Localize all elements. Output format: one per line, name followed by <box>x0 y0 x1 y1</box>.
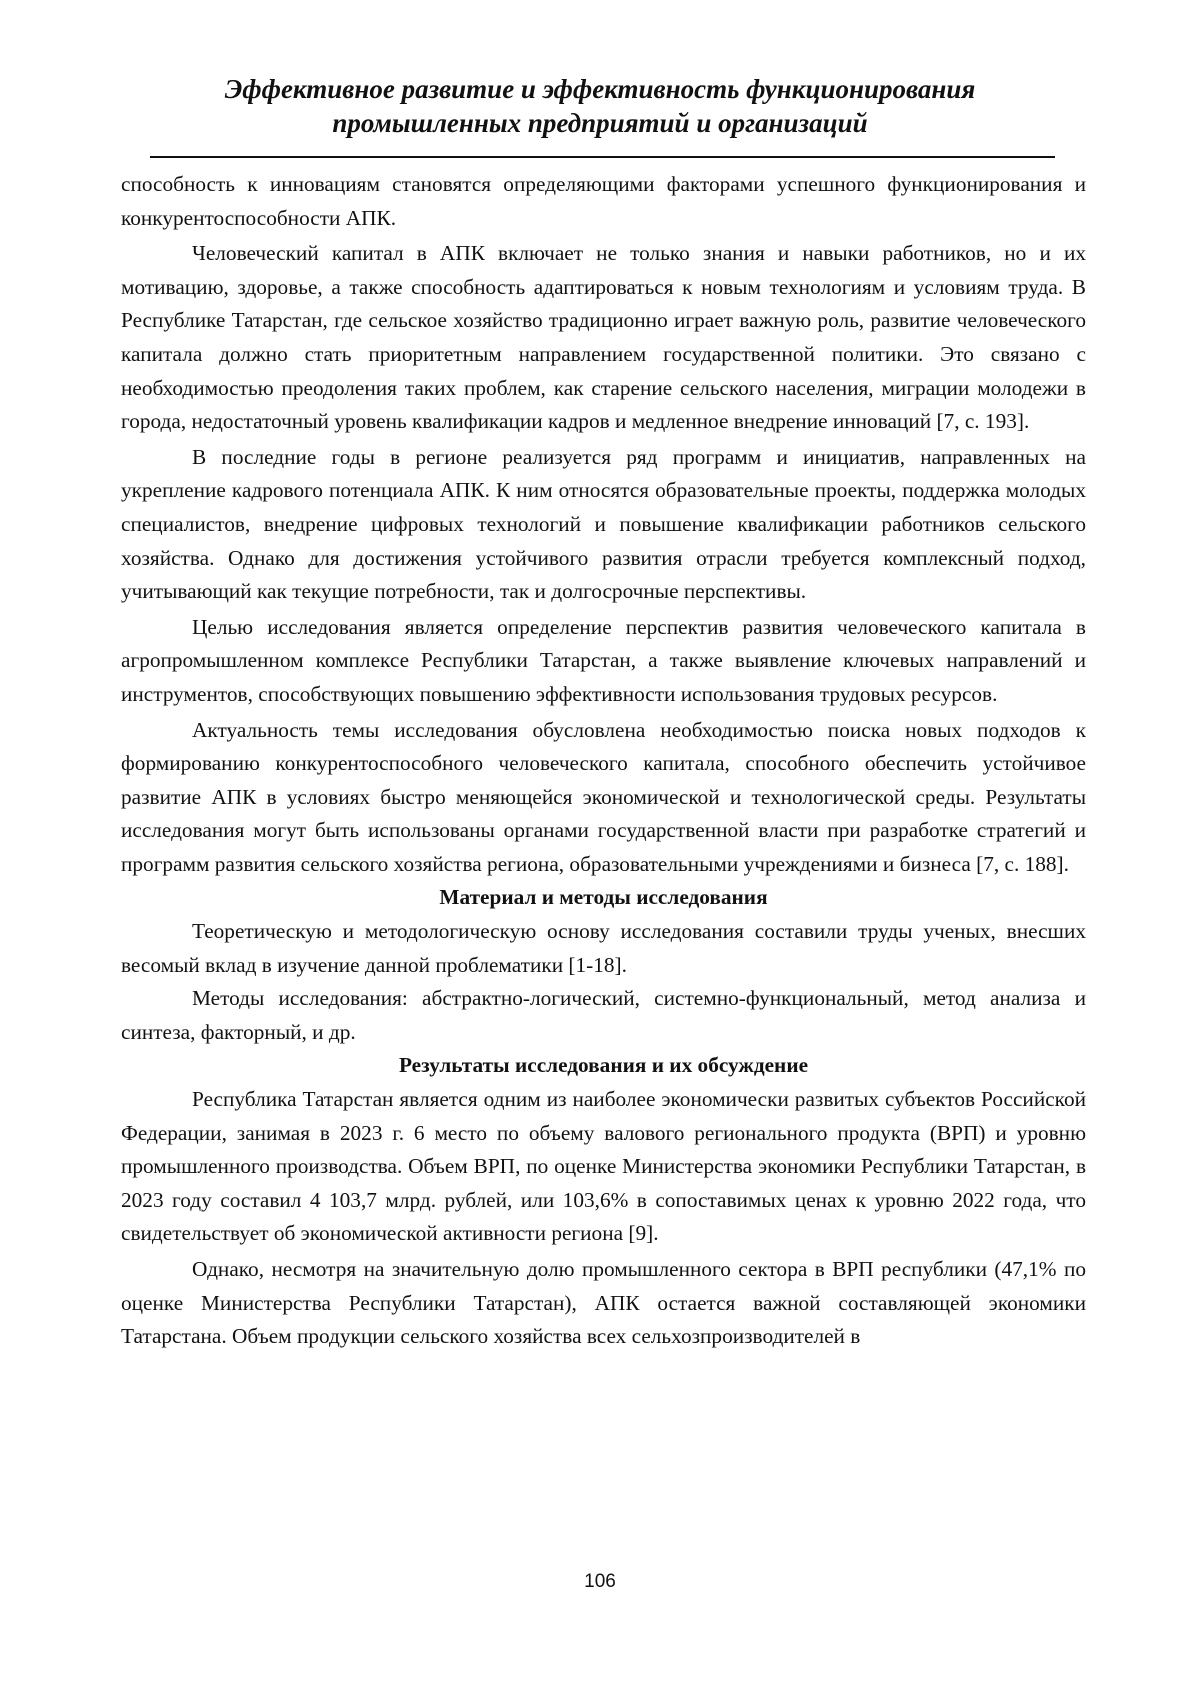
page-number: 106 <box>0 1570 1200 1594</box>
paragraph: Методы исследования: абстрактно-логический, системно-функциональный, метод анализа и синтеза, факторный, и др. <box>121 982 1086 1049</box>
running-header-line-1: Эффективное развитие и эффективность функционирования <box>120 72 1080 106</box>
paragraph: Однако, несмотря на значительную долю промышленного сектора в ВРП республики (47,1% по оценке Министерства Республики Татарстан), АПК остается важной составляющей экономики Татарстана. Объем продукции сельского хозяйства всех сельхозпроизводителей в <box>121 1253 1086 1354</box>
header-divider <box>150 156 1055 158</box>
document-page <box>0 0 1200 1697</box>
paragraph: Человеческий капитал в АПК включает не только знания и навыки работников, но и их мотивацию, здоровье, а также способность адаптироваться к новым технологиям и условиям труда. В Республике Татарстан, где сельское хозяйство традиционно играет важную роль, развитие человеческого капитала должно стать приоритетным направлением государственной политики. Это связано с необходимостью преодоления таких проблем, как старение сельского населения, миграции молодежи в города, недостаточный уровень квалификации кадров и медленное внедрение инноваций [7, с. 193]. <box>121 237 1086 439</box>
section-heading-results-discussion: Результаты исследования и их обсуждение <box>121 1049 1086 1083</box>
paragraph: Теоретическую и методологическую основу исследования составили труды ученых, внесших весомый вклад в изучение данной проблематики [1-18]. <box>121 915 1086 982</box>
paragraph: Целью исследования является определение перспектив развития человеческого капитала в агропромышленном комплексе Республики Татарстан, а также выявление ключевых направлений и инструментов, способствующих повышению эффективности использования трудовых ресурсов. <box>121 611 1086 712</box>
running-header-line-2: промышленных предприятий и организаций <box>120 106 1080 140</box>
paragraph: Республика Татарстан является одним из наиболее экономически развитых субъектов Российской Федерации, занимая в 2023 г. 6 место по объему валового регионального продукта (ВРП) и уровню промышленного производства. Объем ВРП, по оценке Министерства экономики Республики Татарстан, в 2023 году составил 4 103,7 млрд. рублей, или 103,6% в сопоставимых ценах к уровню 2022 года, что свидетельствует об экономической активности региона [9]. <box>121 1083 1086 1251</box>
body-text <box>121 168 1086 1354</box>
paragraph: В последние годы в регионе реализуется ряд программ и инициатив, направленных на укрепление кадрового потенциала АПК. К ним относятся образовательные проекты, поддержка молодых специалистов, внедрение цифровых технологий и повышение квалификации работников сельского хозяйства. Однако для достижения устойчивого развития отрасли требуется комплексный подход, учитывающий как текущие потребности, так и долгосрочные перспективы. <box>121 441 1086 609</box>
paragraph: Актуальность темы исследования обусловлена необходимостью поиска новых подходов к формированию конкурентоспособного человеческого капитала, способного обеспечить устойчивое развитие АПК в условиях быстро меняющейся экономической и технологической среды. Результаты исследования могут быть использованы органами государственной власти при разработке стратегий и программ развития сельского хозяйства региона, образовательными учреждениями и бизнеса [7, с. 188]. <box>121 714 1086 882</box>
section-heading-materials-methods: Материал и методы исследования <box>121 881 1086 915</box>
running-header <box>120 72 1080 140</box>
paragraph-continuation: способность к инновациям становятся определяющими факторами успешного функционирования и конкурентоспособности АПК. <box>121 168 1086 235</box>
